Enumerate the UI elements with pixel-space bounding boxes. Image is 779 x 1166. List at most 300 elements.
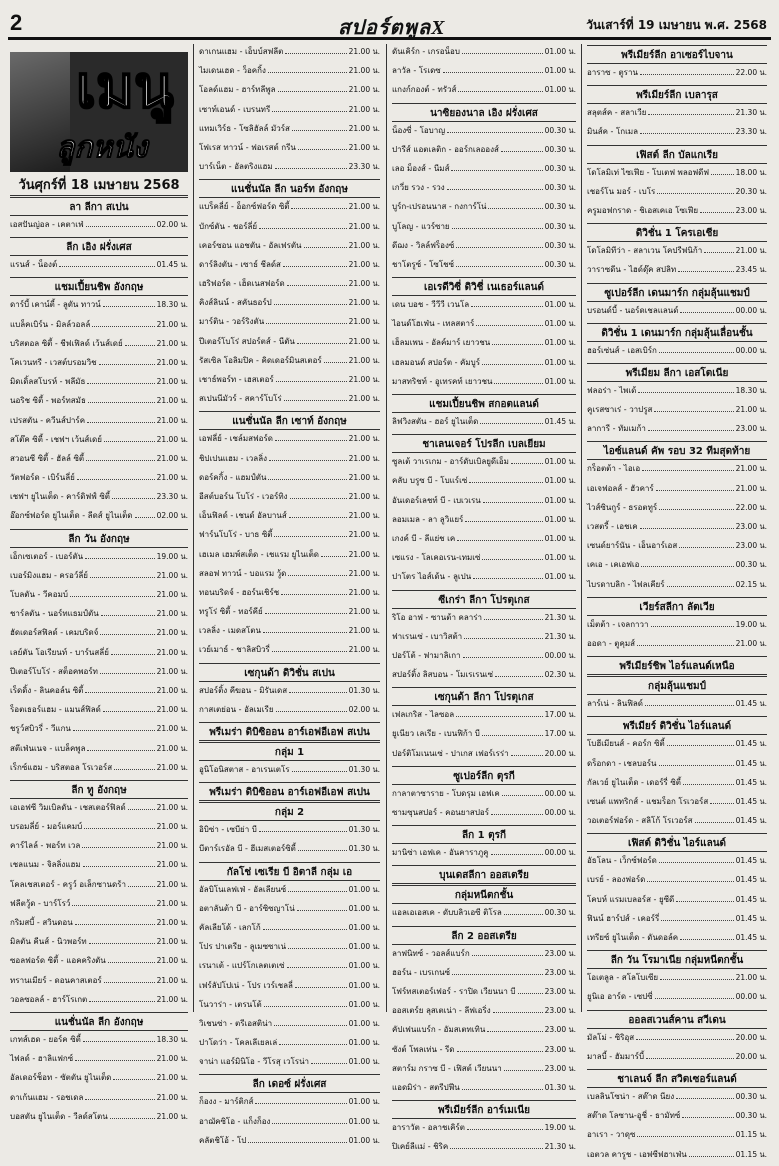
kickoff-time: 21.00 น. — [156, 473, 188, 483]
fixture-row — [392, 707, 576, 726]
fixture-teams: ดีฌง - วิลล์ฟร็องซ์ — [392, 240, 455, 250]
fixture-teams: อัลเดอร์ช็อท - ซัตตัน ยูไนเต็ด — [10, 1073, 112, 1083]
fixture-teams: วอเตอร์ฟอร์ด - สลิโก้ โรเวอร์ส — [587, 816, 693, 826]
kickoff-time: 01.45 น. — [735, 875, 767, 885]
fixture-teams: สลอฟ ทาวน์ - บอแรม วู้ด — [199, 568, 287, 578]
league-heading: ลา ลีกา สเปน — [10, 197, 188, 216]
dot-leader — [103, 297, 155, 307]
fixture-teams: มินส์ค - โกเมล — [587, 127, 638, 137]
dot-leader — [82, 838, 154, 848]
dot-leader — [458, 82, 542, 92]
league-heading: ชาเลนเจอร์ โปรลีก เบลเยียม — [392, 434, 576, 453]
fixture-row — [392, 316, 576, 335]
kickoff-time: 21.30 น. — [544, 1142, 576, 1152]
dot-leader — [255, 1094, 346, 1104]
fixture-row — [199, 604, 380, 623]
kickoff-time: 23.45 น. — [735, 265, 767, 275]
kickoff-time: 23.00 น. — [544, 1063, 576, 1073]
dot-leader — [676, 892, 733, 902]
dot-leader — [456, 238, 542, 248]
dot-leader — [135, 508, 155, 518]
kickoff-time: 23.00 น. — [735, 541, 767, 551]
fixture-row — [392, 355, 576, 374]
kickoff-time: 21.00 น. — [156, 879, 188, 889]
kickoff-time: 21.00 น. — [348, 47, 380, 56]
fixture-teams: สเปนนีมัวร์ - สคาร์โบโร่ — [199, 394, 282, 404]
dot-leader — [263, 920, 347, 930]
fixture-row — [587, 1108, 767, 1127]
dot-leader — [86, 451, 155, 461]
fixture-row — [10, 317, 188, 336]
dot-leader — [452, 965, 543, 975]
kickoff-time: 19.00 น. — [156, 551, 188, 561]
kickoff-time: 21.00 น. — [348, 453, 380, 463]
kickoff-time: 17.00 น. — [544, 729, 576, 739]
fixture-teams: เอตวล คารูช - เอฟซีฟฮาเฟ่น — [587, 1149, 687, 1159]
dot-leader — [101, 606, 155, 616]
fixture-row — [199, 44, 380, 63]
kickoff-time: 21.00 น. — [156, 396, 188, 406]
kickoff-time: 21.00 น. — [735, 638, 767, 648]
fixture-teams: ชรูว์สบิวรี่ - วีแกน — [10, 724, 71, 734]
league-heading: ออลสเวนส์คาน สวีเดน — [587, 1010, 767, 1029]
dot-leader — [87, 413, 155, 423]
fixture-teams: โคบห์ แรมเบลอร์ส - ยูซีดี — [587, 894, 675, 904]
dot-leader — [128, 877, 155, 887]
dot-leader — [113, 1070, 154, 1080]
dot-leader — [128, 800, 155, 810]
fixture-row — [10, 1090, 188, 1109]
fixture-teams: ดาเกนแฮม - เอ็บบ์สฟลีต — [199, 47, 284, 56]
kickoff-time: 21.00 น. — [156, 994, 188, 1004]
kickoff-time: 01.00 น. — [348, 922, 380, 932]
fixture-teams: เรนาเต้ - แปร์โกเลตเตเซ่ — [199, 961, 285, 971]
fixture-teams: เชฟฯ ยูไนเต็ด - คาร์ดิฟฟ์ ซิตี้ — [10, 492, 110, 502]
dot-leader — [287, 958, 347, 968]
fixture-teams: มิลตัน คีนส์ - นิวพอร์ท — [10, 937, 87, 947]
column-divider — [581, 44, 582, 1012]
fixture-row — [199, 121, 380, 140]
dot-leader — [72, 896, 154, 906]
fixture-row — [392, 82, 576, 101]
fixture-teams: แทมเวิร์ธ - โซลิฮัลล์ มัวร์ส — [199, 123, 290, 133]
fixture-row — [199, 353, 380, 372]
dot-leader — [473, 569, 542, 579]
dot-leader — [482, 355, 543, 365]
fixture-teams: สต๊าด โลซาน-อูชี่ - ธามัทซ์ — [587, 1111, 681, 1121]
kickoff-time: 21.00 น. — [156, 705, 188, 715]
fixture-row — [392, 786, 576, 805]
fixture-row — [392, 805, 576, 824]
dot-leader — [648, 105, 733, 115]
fixture-teams: เบอร์มิงแฮม - ครอว์ลี่ย์ — [10, 570, 88, 580]
fixture-teams: เคเอ - เคเอฟเอ — [587, 560, 640, 570]
kickoff-time: 23.00 น. — [544, 1044, 576, 1054]
dot-leader — [710, 794, 733, 804]
dot-leader — [640, 124, 734, 134]
kickoff-time: 02.00 น. — [156, 511, 188, 521]
dot-leader — [70, 587, 155, 597]
dot-leader — [289, 683, 347, 693]
league-heading: กลุ่ม 2 — [199, 802, 380, 821]
kickoff-time: 21.00 น. — [156, 802, 188, 812]
kickoff-time: 22.00 น. — [735, 68, 767, 77]
dot-leader — [654, 402, 733, 412]
kickoff-time: 00.30 น. — [544, 183, 576, 193]
dot-leader — [295, 978, 347, 988]
kickoff-time: 01.45 น. — [735, 894, 767, 904]
dot-leader — [268, 470, 346, 480]
kickoff-time: 01.00 น. — [348, 1038, 380, 1048]
fixture-teams: เฮ็ลมเพน - อัลค์มาร์ เยาวชน — [392, 338, 491, 348]
dot-leader — [291, 199, 346, 209]
fixture-row — [10, 587, 188, 606]
kickoff-time: 01.30 น. — [348, 825, 380, 835]
dot-leader — [263, 623, 347, 633]
kickoff-time: 02.15 น. — [735, 579, 767, 589]
kickoff-time: 21.00 น. — [156, 1111, 188, 1121]
dot-leader — [298, 841, 347, 851]
league-heading: แชมเปี้ยนชิพ สกอตแลนด์ — [392, 394, 576, 413]
kickoff-time: 01.45 น. — [156, 260, 188, 270]
kickoff-time: 00.30 น. — [544, 240, 576, 250]
dot-leader — [659, 853, 734, 863]
league-heading: ลีก วัน อังกฤษ — [10, 529, 188, 548]
dot-leader — [443, 63, 543, 73]
dot-leader — [464, 629, 542, 639]
fixture-row — [10, 800, 188, 819]
dot-leader — [655, 989, 734, 999]
fixture-row — [199, 623, 380, 642]
kickoff-time: 21.00 น. — [156, 822, 188, 832]
dot-leader — [284, 391, 347, 401]
fixture-teams: บรอมลี่ย์ - มอร์แคมบ์ — [10, 822, 83, 832]
dot-leader — [676, 1089, 734, 1099]
league-heading: ลีก วัน โรมาเนีย กลุ่มหนีตกชั้น — [587, 950, 767, 969]
dot-leader — [100, 664, 155, 674]
kickoff-time: 21.00 น. — [156, 1054, 188, 1064]
fixture-teams: เทรียซ์ ยูไนเต็ด - ดันดอล์ค — [587, 933, 679, 942]
dot-leader — [680, 930, 733, 940]
kickoff-time: 23.00 น. — [544, 986, 576, 996]
fixture-teams: มิดเดิ้ลสโบรห์ - พลีมัธ — [10, 377, 86, 387]
league-heading: กลุ่ม 1 — [199, 742, 380, 761]
fixture-row — [10, 664, 188, 683]
fixture-row — [10, 741, 188, 760]
kickoff-time: 21.00 น. — [348, 511, 380, 521]
fixture-teams: คาร์ไลล์ - พอร์ท เวล — [10, 841, 81, 851]
fixture-teams: ฮัดเดอร์สฟิลด์ - เคมบริดจ์ — [10, 628, 99, 638]
league-heading: แนชั่นนัล ลีก นอร์ท อังกฤษ — [199, 179, 380, 198]
kickoff-time: 01.00 น. — [544, 338, 576, 348]
kickoff-time: 01.00 น. — [544, 66, 576, 76]
fixture-row — [587, 617, 767, 636]
fixture-teams: บาร์เน็ต - อัลตริงแฮม — [199, 162, 273, 172]
dot-leader — [462, 1080, 543, 1090]
fixture-teams: โฟร์ทสเตอร์เฟอร์ - ราปิด เวียนนา บี — [392, 986, 516, 996]
fixture-row — [10, 625, 188, 644]
dot-leader — [657, 184, 733, 194]
fixture-row — [199, 470, 380, 489]
fixture-teams: ซูลเต้ วาเรเกม - อาร์ดับเบิลยูดีเอ็ม — [392, 457, 509, 467]
fixture-teams: วัตฟอร์ด - เบิร์นลี่ย์ — [10, 473, 75, 483]
kickoff-time: 21.00 น. — [156, 860, 188, 870]
kickoff-time: 00.00 น. — [735, 345, 767, 355]
fixture-row — [10, 819, 188, 838]
fixture-row — [199, 958, 380, 977]
fixture-teams: เชาธ์พอร์ท - เฮสเตอร์ — [199, 375, 274, 384]
fixture-teams: ยูนิเอ อาร์ด - เซปซี่ — [587, 992, 653, 1002]
kickoff-time: 20.00 น. — [735, 1051, 767, 1061]
kickoff-time: 01.00 น. — [348, 942, 380, 952]
kickoff-time: 00.30 น. — [544, 908, 576, 918]
league-heading: ชาเลนจ์ ลีก สวิตเซอร์แลนด์ — [587, 1069, 767, 1088]
dot-leader — [647, 872, 733, 882]
fixture-row — [392, 493, 576, 512]
fixture-teams: บรอนด์บี้ - นอร์ดเชลแลนด์ — [587, 305, 679, 315]
dot-leader — [114, 760, 155, 770]
fixture-teams: เอ็นฟิลด์ - เชนด์ อัลบานส์ — [199, 511, 287, 521]
fixture-column-3 — [392, 44, 576, 1152]
dot-leader — [59, 257, 154, 267]
dot-leader — [648, 421, 734, 431]
league-heading: แนชั่นนัล ลีก เซาท์ อังกฤษ — [199, 411, 380, 430]
fixture-row — [10, 683, 188, 702]
fixture-row — [392, 1080, 576, 1099]
fixture-row — [587, 481, 767, 500]
fixture-row — [199, 238, 380, 257]
fixture-row — [10, 568, 188, 587]
fixture-row — [199, 901, 380, 920]
league-heading: นาซิยองนาล เอิง ฝรั่งเศส — [392, 103, 576, 122]
fixture-row — [10, 413, 188, 432]
fixture-row — [587, 636, 767, 655]
fixture-teams: นอริช ซิตี้ - พอร์ทสมัธ — [10, 396, 86, 406]
dot-leader — [83, 1032, 155, 1042]
kickoff-time: 01.00 น. — [544, 357, 576, 367]
fixture-teams: เฮเมล เฮมพ์สเต็ด - เชแรม ยูไนเต็ด — [199, 549, 319, 559]
fixture-row — [10, 1109, 188, 1128]
dot-leader — [457, 1042, 543, 1052]
fixture-teams: เร็กซ์แฮม - บริสตอล โรเวอร์ส — [10, 762, 113, 772]
fixture-row — [10, 393, 188, 412]
fixture-teams: อาราวัต - อลาชเคิร์ต — [392, 1123, 465, 1133]
dot-leader — [638, 383, 733, 393]
fixture-row — [199, 276, 380, 295]
fixture-row — [10, 432, 188, 451]
fixture-row — [199, 140, 380, 159]
fixture-row — [199, 683, 380, 702]
fixture-row — [587, 736, 767, 755]
fixture-teams: ดร็อกดา - เชลบอร์น — [587, 758, 657, 768]
fixture-row — [392, 1061, 576, 1080]
fixture-teams: ดอร์คกิ้ง - แฮมป์ตัน — [199, 472, 267, 482]
fixture-teams: อันเดอร์เลชท์ บี - เบเวเรน — [392, 495, 481, 505]
fixture-row — [392, 44, 576, 63]
dot-leader — [83, 857, 155, 867]
kickoff-time: 01.00 น. — [544, 514, 576, 524]
kickoff-time: 22.00 น. — [735, 502, 767, 512]
kickoff-time: 02.30 น. — [544, 670, 576, 680]
fixture-row — [587, 105, 767, 124]
kickoff-time: 00.30 น. — [544, 163, 576, 173]
dot-leader — [495, 667, 543, 677]
kickoff-time: 01.45 น. — [735, 739, 767, 749]
dot-leader — [86, 217, 155, 227]
fixture-row — [587, 892, 767, 911]
fixture-row — [199, 63, 380, 82]
fixture-row — [587, 775, 767, 794]
dot-leader — [259, 822, 347, 832]
fixture-row — [10, 1070, 188, 1089]
fixture-teams: แอลเอเอสเค - ดับบลิวเอซี ติโรล — [392, 908, 502, 918]
fixture-row — [199, 642, 380, 661]
fixture-teams: เม็ตต้า - เจลกาวา — [587, 619, 649, 629]
kickoff-time: 23.00 น. — [544, 948, 576, 958]
fixture-row — [199, 295, 380, 314]
kickoff-time: 23.00 น. — [544, 1006, 576, 1016]
kickoff-time: 01.00 น. — [348, 1135, 380, 1145]
dot-leader — [321, 547, 347, 557]
kickoff-time: 21.00 น. — [348, 568, 380, 578]
kickoff-time: 21.00 น. — [348, 317, 380, 327]
dot-leader — [111, 645, 155, 655]
fixture-row — [10, 838, 188, 857]
page-header — [8, 6, 771, 40]
dot-leader — [272, 642, 347, 652]
dot-leader — [292, 121, 347, 131]
fixture-teams: จาน่า แอร์มินิโอ - วีโรสุ เวโรน่า — [199, 1057, 310, 1067]
league-heading: เวียร์สลีกา ลัตเวีย — [587, 597, 767, 616]
kickoff-time: 01.15 น. — [735, 1149, 767, 1159]
fixture-row — [392, 629, 576, 648]
dot-leader — [73, 721, 155, 731]
fixture-teams: บูโลญ - แวร์ซาย — [392, 221, 450, 231]
kickoff-time: 21.00 น. — [735, 973, 767, 983]
fixture-row — [199, 527, 380, 546]
fixture-row — [587, 262, 767, 281]
dot-leader — [504, 905, 543, 915]
kickoff-time: 00.30 น. — [544, 125, 576, 135]
kickoff-time: 01.30 น. — [348, 685, 380, 695]
fixture-row — [10, 877, 188, 896]
dot-leader — [85, 683, 154, 693]
fixture-teams: กาลาตาซาราย - โบดรุม เอฟเค — [392, 788, 500, 798]
kickoff-time: 00.00 น. — [544, 650, 576, 660]
fixture-row — [199, 508, 380, 527]
league-heading: เฟิสต์ ลีก บัลแกเรีย — [587, 145, 767, 164]
kickoff-time: 01.00 น. — [348, 980, 380, 990]
kickoff-time: 00.00 น. — [544, 808, 576, 817]
kickoff-time: 00.30 น. — [735, 1111, 767, 1121]
kickoff-time: 21.00 น. — [348, 259, 380, 269]
fixture-teams: แอดมิร่า - สตรีปฟีน — [392, 1082, 460, 1092]
fixture-teams: ดาเก้นแฮม - รอชเดล — [10, 1092, 84, 1102]
fixture-row — [392, 667, 576, 686]
league-heading: กลุ่มลุ้นแชมป์ — [587, 676, 767, 695]
kickoff-time: 02.00 น. — [348, 704, 380, 714]
fixture-row — [392, 123, 576, 142]
dot-leader — [87, 741, 154, 751]
dot-leader — [667, 577, 734, 587]
fixture-row — [392, 1120, 576, 1139]
fixture-row — [587, 203, 767, 222]
dot-leader — [297, 901, 347, 911]
kickoff-time: 21.00 น. — [348, 123, 380, 133]
fixture-teams: ไวส์ซินกูร์ - ธรอตทูร์ — [587, 502, 658, 512]
fixture-row — [392, 1003, 576, 1022]
kickoff-time: 00.30 น. — [544, 221, 576, 231]
dot-leader — [641, 557, 733, 567]
dot-leader — [484, 610, 543, 620]
fixture-teams: ฟาร์นโบโร่ - บาธ ซิตี้ — [199, 530, 273, 540]
fixture-teams: เบลลินโซน่า - สต๊าด นียง — [587, 1091, 675, 1101]
fixture-teams: เฮริฟอร์ด - เฮ็ดเนสฟอร์ด — [199, 279, 285, 289]
kickoff-time: 01.00 น. — [544, 300, 576, 310]
fixture-row — [392, 965, 576, 984]
fixture-teams: เคอร์ซอน แอชตัน - อัลเฟรตัน — [199, 240, 302, 250]
dot-leader — [637, 636, 734, 646]
league-heading: กัลโช่ เซเรีย บี อิตาลี กลุ่ม เอ — [199, 862, 380, 881]
dot-leader — [456, 257, 543, 267]
fixture-row — [199, 841, 380, 860]
kickoff-time: 00.00 น. — [544, 848, 576, 858]
dot-leader — [125, 336, 155, 346]
fixture-row — [199, 314, 380, 333]
fixture-row — [587, 303, 767, 322]
kickoff-time: 21.00 น. — [156, 1073, 188, 1083]
fixture-row — [199, 762, 380, 781]
kickoff-time: 01.00 น. — [348, 1057, 380, 1067]
fixture-row — [10, 606, 188, 625]
kickoff-time: 01.45 น. — [735, 816, 767, 826]
fixture-teams: สโต๊ค ซิตี้ - เชฟฯ เว้นส์เดย์ — [10, 434, 102, 444]
dot-leader — [264, 997, 347, 1007]
fixture-row — [392, 63, 576, 82]
dot-leader — [660, 970, 734, 980]
league-heading: ซูเปอร์ลีก ตุรกี — [392, 766, 576, 785]
fixture-row — [199, 159, 380, 178]
fixture-row — [392, 297, 576, 316]
league-heading: แชมเปี้ยนชิพ อังกฤษ — [10, 277, 188, 296]
fixture-row — [10, 336, 188, 355]
kickoff-time: 21.00 น. — [348, 336, 380, 346]
dot-leader — [268, 63, 347, 73]
kickoff-time: 21.00 น. — [348, 279, 380, 289]
dot-leader — [450, 1139, 542, 1149]
fixture-row — [587, 461, 767, 480]
dot-leader — [482, 726, 543, 736]
dot-leader — [640, 519, 734, 529]
dot-leader — [85, 1090, 154, 1100]
kickoff-time: 21.00 น. — [348, 394, 380, 404]
fixture-row — [587, 343, 767, 362]
kickoff-time: 21.00 น. — [348, 298, 380, 308]
banner-title: เมนู — [76, 53, 174, 121]
kickoff-time: 21.00 น. — [348, 549, 380, 559]
fixture-teams: ลาวัล - โรเดซ — [392, 66, 441, 76]
dot-leader — [695, 813, 734, 823]
fixture-teams: มาร์ติน - วอร์ริงตัน — [199, 317, 265, 327]
fixture-teams: เวสตรี้ - เอชเค — [587, 522, 638, 531]
dot-leader — [265, 604, 347, 614]
fixture-row — [10, 355, 188, 374]
fixture-row — [10, 489, 188, 508]
fixture-teams: บักซ์ตัน - ชอร์ลี่ย์ — [199, 221, 258, 231]
dot-leader — [711, 165, 734, 175]
fixture-teams: ชาร์ลตัน - นอร์ทแธมป์ตัน — [10, 609, 99, 619]
kickoff-time: 21.00 น. — [156, 377, 188, 387]
